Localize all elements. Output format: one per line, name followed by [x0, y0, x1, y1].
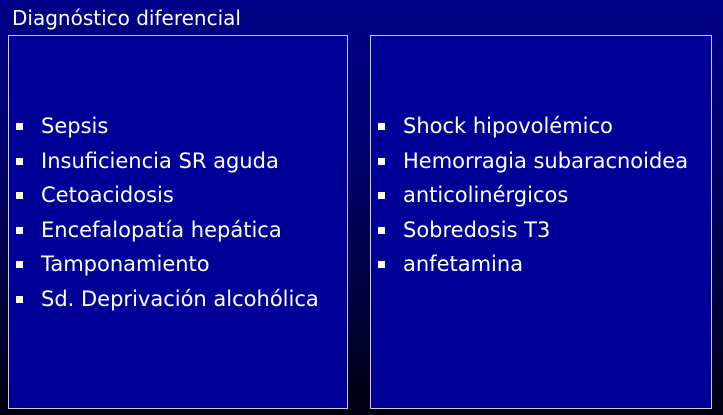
- square-bullet-icon: [16, 261, 23, 268]
- list-item: [9, 109, 347, 144]
- list-item: [371, 247, 711, 282]
- list-item-label: Tamponamiento: [41, 252, 210, 276]
- left-bullet-list: [9, 109, 347, 316]
- square-bullet-icon: [378, 158, 385, 165]
- square-bullet-icon: [16, 123, 23, 130]
- list-item: [9, 178, 347, 213]
- list-item: [9, 282, 347, 317]
- left-panel: [8, 35, 348, 409]
- list-item-label: Sd. Deprivación alcohólica: [41, 286, 319, 311]
- square-bullet-icon: [16, 192, 23, 199]
- list-item: [371, 178, 711, 213]
- list-item: [9, 144, 347, 179]
- list-item-label: Insuficiencia SR aguda: [41, 148, 279, 173]
- list-item-label: anticolinérgicos: [403, 183, 569, 207]
- square-bullet-icon: [16, 227, 23, 234]
- square-bullet-icon: [378, 123, 385, 130]
- square-bullet-icon: [16, 296, 23, 303]
- square-bullet-icon: [378, 261, 385, 268]
- list-item: [371, 213, 711, 248]
- list-item-label: Encefalopatía hepática: [41, 217, 282, 242]
- list-item: [371, 144, 711, 179]
- square-bullet-icon: [378, 192, 385, 199]
- list-item-label: Sobredosis T3: [403, 217, 551, 242]
- slide-title: Diagnóstico diferencial: [12, 6, 241, 30]
- list-item-label: Hemorragia subaracnoidea: [403, 148, 689, 173]
- right-panel: [370, 35, 712, 409]
- square-bullet-icon: [378, 227, 385, 234]
- list-item-label: anfetamina: [403, 252, 524, 276]
- list-item: [9, 213, 347, 248]
- square-bullet-icon: [16, 158, 23, 165]
- list-item-label: Shock hipovolémico: [403, 114, 613, 138]
- list-item: [9, 247, 347, 282]
- list-item-label: Sepsis: [41, 114, 109, 138]
- list-item-label: Cetoacidosis: [41, 183, 174, 207]
- list-item: [371, 109, 711, 144]
- right-bullet-list: [371, 109, 711, 282]
